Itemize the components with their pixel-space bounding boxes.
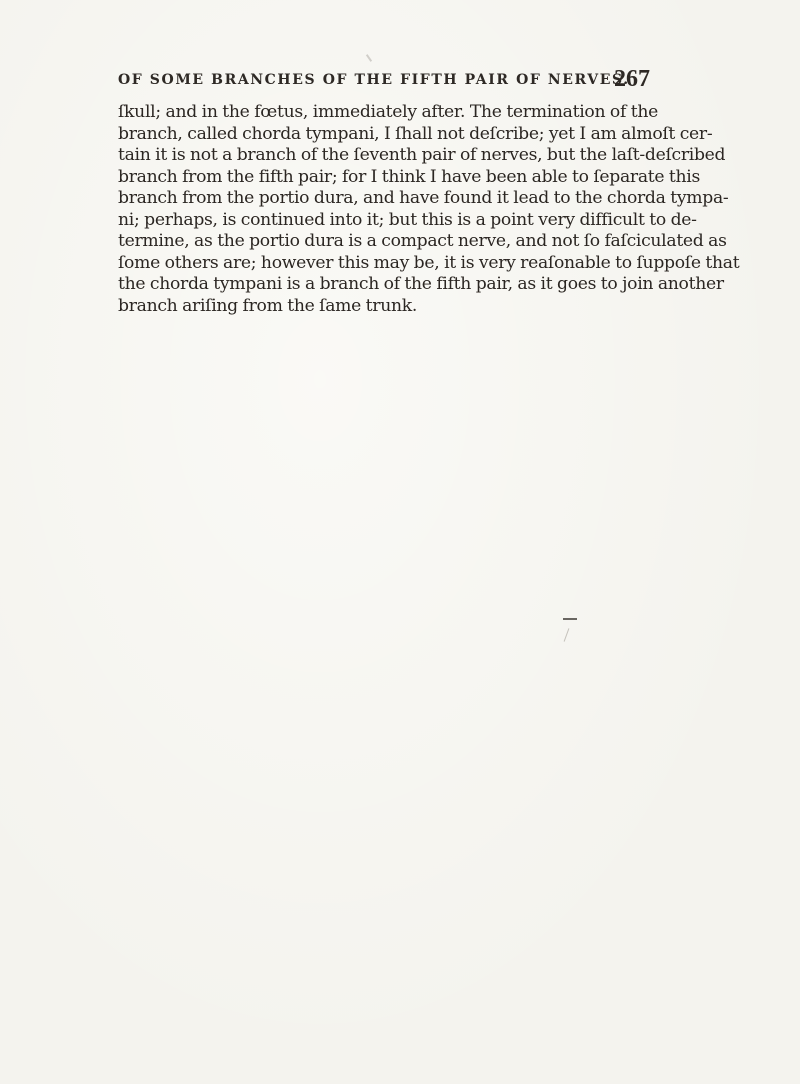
text-line: branch from the fifth pair; for I think I have been able to ſeparate this	[118, 166, 701, 187]
ink-speck	[366, 54, 372, 62]
ink-mark	[564, 628, 570, 641]
ink-mark	[563, 618, 577, 620]
text-line: the chorda tympani is a branch of the fifth pair, as it goes to join another	[118, 274, 724, 294]
running-head	[118, 66, 656, 96]
text-line: tain it is not a branch of the ſeventh pair of nerves, but the laſt-deſcribed	[118, 145, 726, 165]
text-line: branch ariſing from the ſame trunk.	[118, 295, 418, 316]
text-line: ni; perhaps, is continued into it; but this is a point very difficult to de-	[118, 209, 697, 230]
page-number: 267	[614, 66, 650, 92]
text-line: branch, called chorda tympani, I ſhall not deſcribe; yet I am almoſt cer-	[118, 123, 713, 144]
text-line: ſkull; and in the fœtus, immediately after. The termination of the	[118, 102, 658, 122]
text-line: branch from the portio dura, and have found it lead to the chorda tympa-	[118, 188, 729, 208]
body-paragraph	[118, 102, 740, 317]
running-head-title: OF SOME BRANCHES OF THE FIFTH PAIR OF NERVES.	[118, 72, 630, 88]
text-line: termine, as the portio dura is a compact nerve, and not ſo faſciculated as	[118, 231, 727, 251]
text-line: ſome others are; however this may be, it is very reaſonable to ſuppoſe that	[118, 252, 740, 273]
